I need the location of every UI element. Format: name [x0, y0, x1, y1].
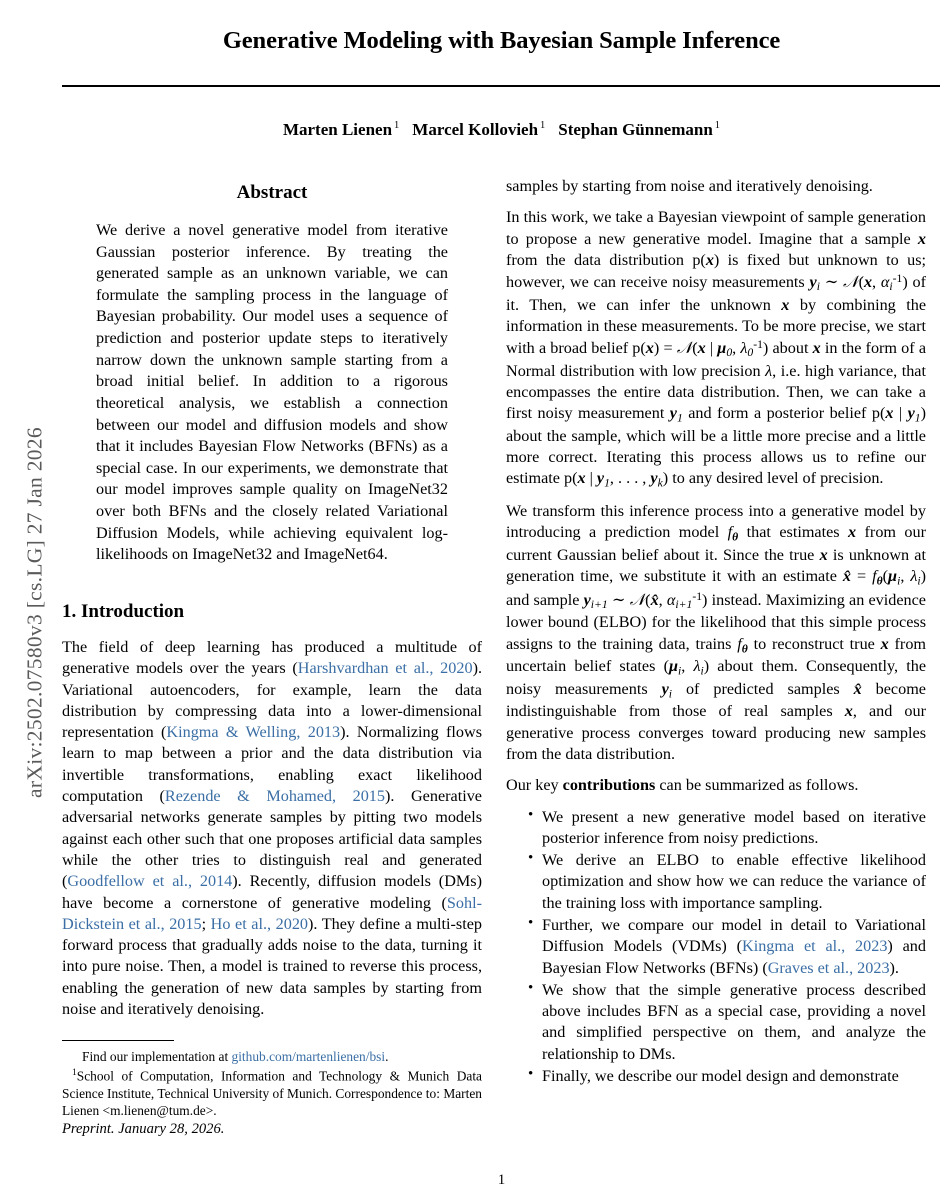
body-text: ) and Bayesian Flow Networks (BFNs) (	[542, 937, 926, 977]
intro-paragraph-1	[62, 637, 482, 1020]
author-name: Marten Lienen	[282, 119, 393, 139]
author-affiliation-marker: 1	[394, 120, 400, 132]
contributions-lead	[506, 775, 926, 796]
author-affiliation-marker: 1	[540, 120, 546, 132]
author-entry	[283, 120, 399, 139]
footnote-rule	[62, 1040, 174, 1041]
contributions-lead-bold: contributions	[562, 776, 656, 795]
title-rule	[62, 85, 940, 87]
intro-paragraph-2: In this work, we take a Bayesian viewpoint of sample generation to propose a new generative model. Imagine that a sample x from the data distribution p(x) is fixed but unknown to us; however, we can receive noisy measurements $y_i$ ∼ 𝒩(x, $\alpha_i^{-1}$) of it. Then, we can infer the unknown x by combining the information in these measurements. To be more precise, we start with a broad belief p(x) = 𝒩(x | $\mu_0$, $\lambda_0^{-1}$) about x in the form of a Normal distribution with low precision λ, i.e. high variance, that encompasses the entire data distribution. Then, we can take a first noisy measurement $y_1$ and form a posterior belief p(x | $y_1$) about the sample, which will be a little more precise and a little more correct. Iterating this process allows us to refine our estimate p(x | $y_1$, . . . , $y_k$) to any desired level of precision.	[506, 208, 927, 490]
author-name: Stephan Günnemann	[558, 119, 713, 139]
body-text: ). Variational autoencoders, for example, learn the data distribution by compressing data into a lower-dimensional representation (	[62, 659, 482, 742]
footnote-implementation	[62, 1048, 482, 1065]
paper-page	[62, 0, 941, 1200]
citation-link[interactable]: Ho et al., 2020	[210, 914, 309, 933]
contribution-item	[528, 807, 926, 850]
author-list	[62, 120, 941, 140]
footnote-implementation-post: .	[385, 1049, 389, 1065]
body-text: The field of deep learning has produced a multitude of generative models over the years (	[62, 637, 482, 678]
citation-link[interactable]: Rezende & Mohamed, 2015	[164, 787, 385, 806]
author-name: Marcel Kollovieh	[412, 119, 539, 139]
citation-link[interactable]: Kingma & Welling, 2013	[166, 723, 341, 742]
two-column-body	[62, 176, 941, 1176]
body-text: We derive an ELBO to enable effective likelihood optimization and show how we can reduce the variance of the training loss with importance sampling.	[542, 851, 926, 912]
author-affiliation-marker: 1	[714, 120, 721, 132]
contributions-lead-pre: Our key	[506, 776, 563, 795]
body-text: We present a new generative model based on iterative posterior inference from noisy predictions.	[542, 807, 926, 847]
citation-link[interactable]: Goodfellow et al., 2014	[67, 872, 233, 891]
body-text: Finally, we describe our model design and demonstrate	[542, 1067, 899, 1086]
left-column	[62, 176, 482, 1030]
body-text: ). Generative adversarial networks generate samples by pitting two models against each other such that one proposes artificial data samples while the other tries to distinguish real and generated (	[62, 787, 482, 891]
abstract-body: We derive a novel generative model from iterative Gaussian posterior inference. By treating the generated sample as an unknown variable, we can formulate the sampling process in the language of Bayesian probability. Our model uses a sequence of prediction and posterior update steps to iteratively narrow down the unknown sample starting from a broad initial belief. In addition to a rigorous theoretical analysis, we establish a connection between our model and diffusion models and show that it includes Bayesian Flow Networks (BFNs) as a special case. In our experiments, we demonstrate that our model improves sample quality on ImageNet32 over both BFNs and the closely related Variational Diffusion Models, while achieving equivalent log-likelihoods on ImageNet32 and ImageNet64.	[96, 220, 448, 564]
body-text: ). Normalizing flows learn to map between a prior and the data distribution via invertible transformations, enabling exact likelihood computation (	[62, 723, 482, 806]
implementation-link[interactable]: github.com/martenlienen/bsi	[231, 1049, 386, 1065]
contribution-item	[528, 850, 926, 914]
citation-link[interactable]: Graves et al., 2023	[767, 958, 890, 977]
intro-paragraph-3: We transform this inference process into a generative model by introducing a prediction model $f_\theta$ that estimates x from our current Gaussian belief about it. Since the true x is unknown at generation time, we substitute it with an estimate x̂ = $f_\theta(\mu_i$, $\lambda_i$) and sample $y_{i+1}$ ∼ 𝒩(x̂, $\alpha_{i+1}^{-1}$) instead. Maximizing an evidence lower bound (ELBO) for the likelihood that this simple process assigns to the training data, trains $f_\theta$ to reconstruct true x from uncertain belief states ($\mu_i$, $\lambda_i$) about them. Consequently, the noisy measurements $y_i$ of predicted samples x̂ become indistinguishable from those of real samples x, and our generative process converges toward producing new samples from the data distribution.	[506, 502, 927, 763]
right-column	[506, 176, 926, 1088]
footnote-implementation-pre: Find our implementation at	[82, 1049, 232, 1065]
contribution-item	[528, 915, 926, 979]
author-entry	[558, 120, 720, 139]
preprint-notice: Preprint. January 28, 2026.	[62, 1120, 225, 1137]
intro-paragraph-1-continued: samples by starting from noise and iteratively denoising.	[506, 177, 873, 195]
page-title: Generative Modeling with Bayesian Sample Inference	[222, 27, 781, 54]
citation-link[interactable]: Sohl-Dickstein et al., 2015	[62, 893, 482, 933]
arxiv-stamp-text: arXiv:2502.07580v3 [cs.LG] 27 Jan 2026	[22, 427, 47, 798]
body-text: ;	[201, 914, 211, 933]
body-text: ). They define a multi-step forward process that gradually adds noise to the data, turning it into pure noise. Then, a model is trained to reverse this process, enabling the generation of new data samples by starting from noise and iteratively denoising.	[62, 914, 482, 1019]
footnote-affiliation	[62, 1067, 482, 1120]
citation-link[interactable]: Harshvardhan et al., 2020	[297, 659, 473, 678]
abstract-heading: Abstract	[236, 182, 308, 203]
section-heading-introduction: 1. Introduction	[62, 600, 185, 622]
contribution-item	[528, 1066, 926, 1087]
page-number: 1	[497, 1172, 506, 1188]
contributions-lead-post: can be summarized as follows.	[655, 776, 859, 795]
body-text: Further, we compare our model in detail to Variational Diffusion Models (VDMs) (	[542, 915, 926, 956]
footnote-affiliation-marker: 1	[72, 1067, 77, 1078]
footnote-affiliation-text: School of Computation, Information and Technology & Munich Data Science Institute, Technical University of Munich. Correspondence to: Marten Lienen <m.lienen@tum.de>.	[62, 1068, 482, 1119]
footnote-block	[62, 1040, 482, 1139]
contribution-item	[528, 980, 926, 1065]
arxiv-stamp	[0, 0, 52, 1200]
body-text: ). Recently, diffusion models (DMs) have become a cornerstone of generative modeling (	[62, 872, 482, 912]
body-text: We show that the simple generative process described above includes BFN as a special case, providing a novel and simplified perspective on them, and analyze the relationship to DMs.	[542, 980, 926, 1063]
body-text: ).	[889, 958, 899, 977]
contributions-list	[506, 807, 926, 1088]
author-entry	[412, 120, 545, 139]
citation-link[interactable]: Kingma et al., 2023	[742, 937, 888, 956]
